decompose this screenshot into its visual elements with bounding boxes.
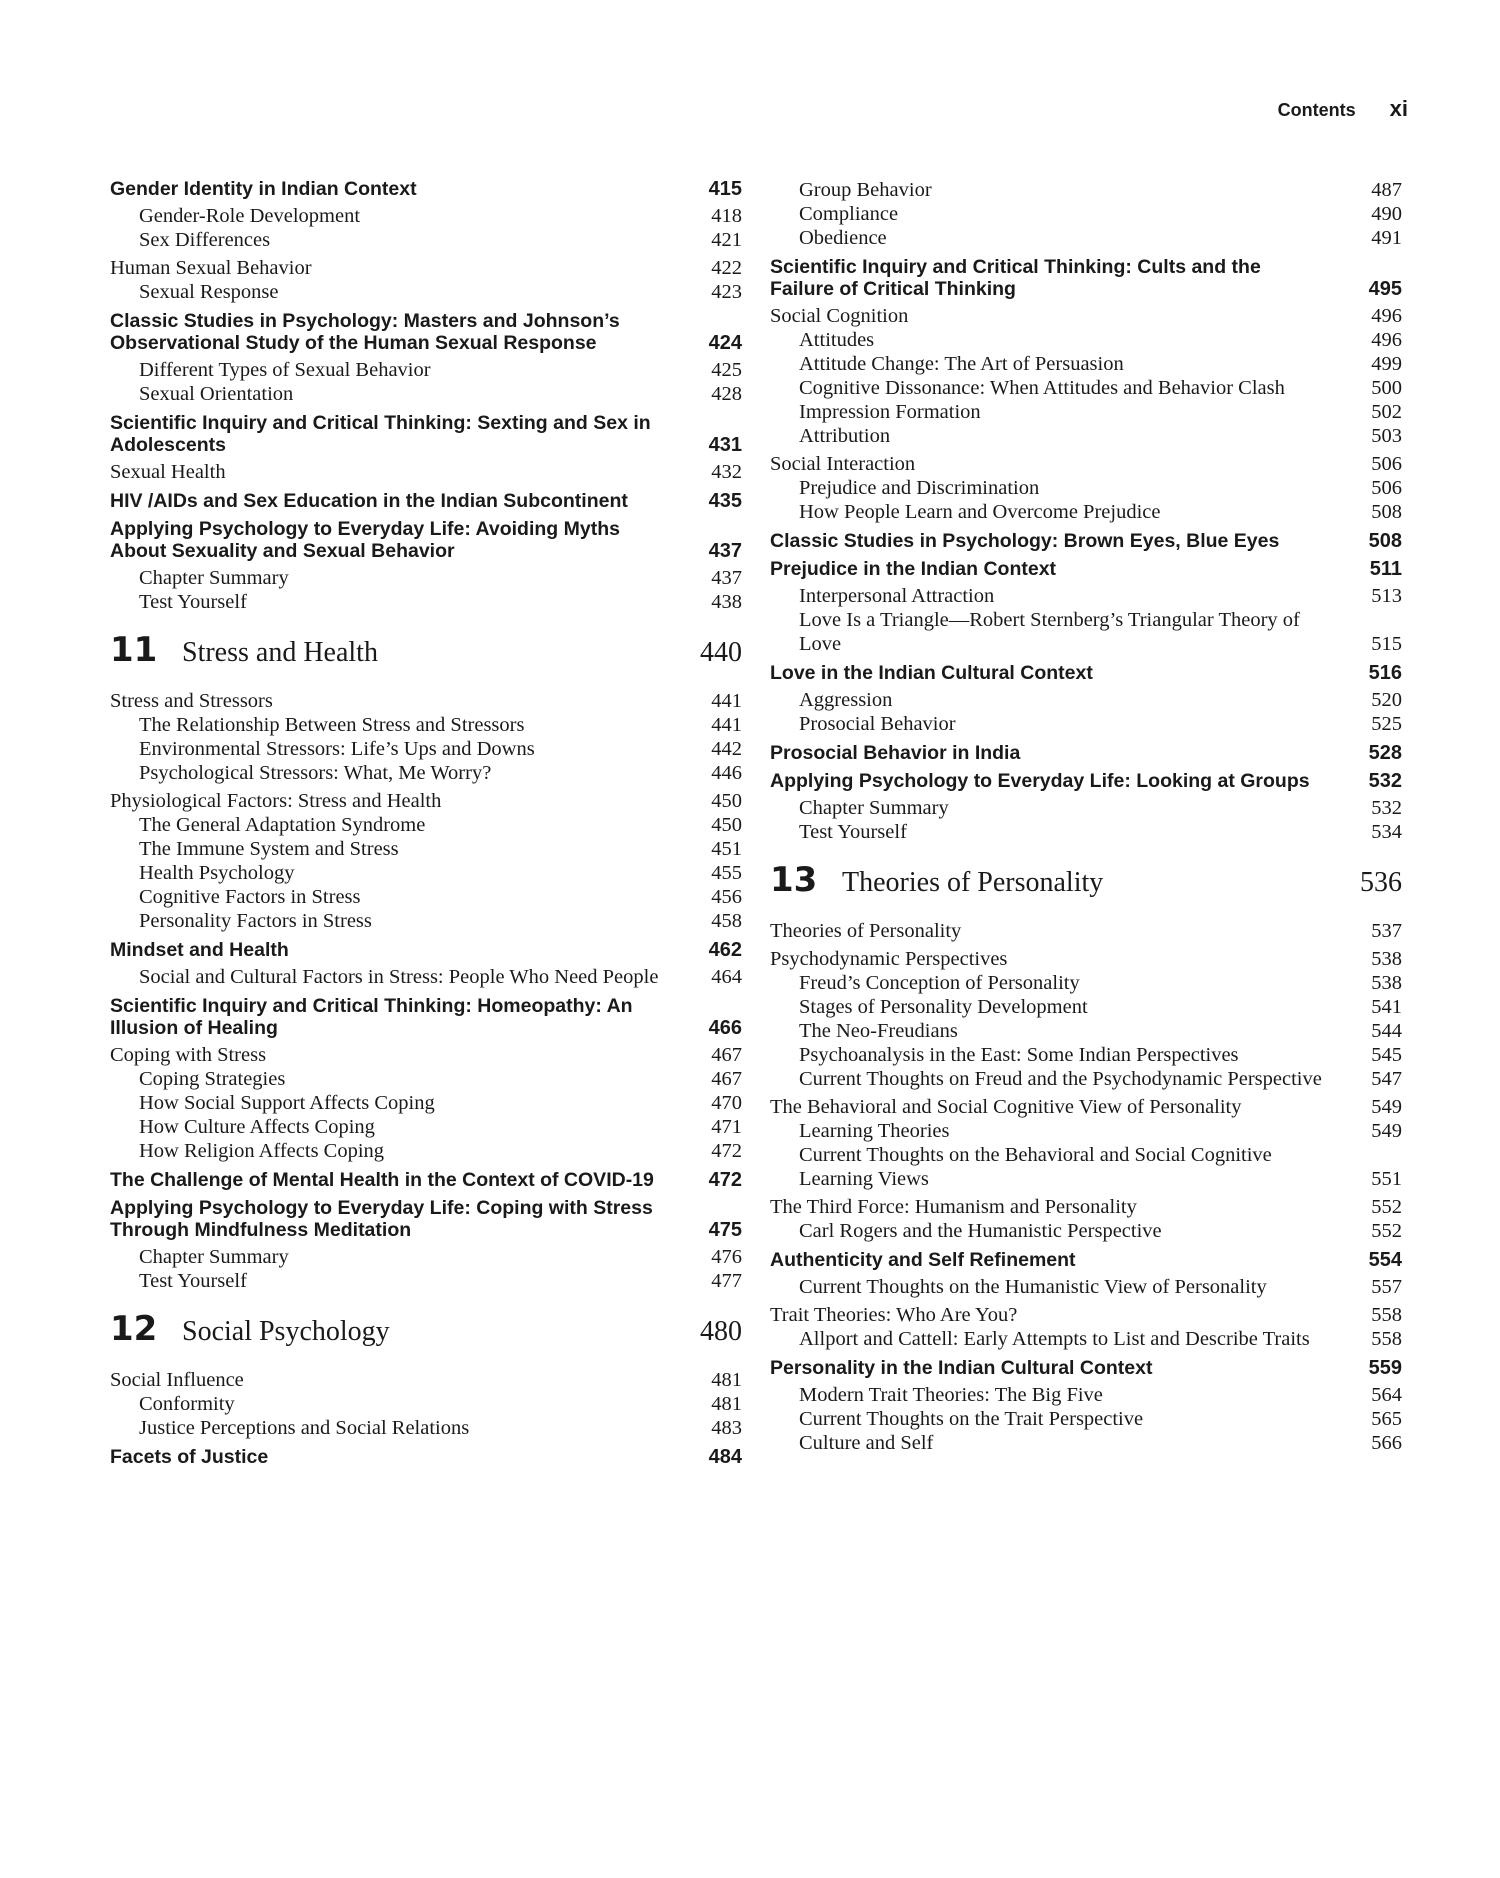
toc-entry-title: Cognitive Dissonance: When Attitudes and Behavior Clash [799,377,1285,399]
toc-entry-title: The Relationship Between Stress and Stressors [139,714,525,736]
toc-entry-sub[interactable] [770,1327,1402,1351]
toc-page-number: 481 [711,1393,742,1415]
toc-chapter-heading[interactable] [770,860,1402,903]
toc-page-number: 475 [708,1219,742,1241]
toc-page-number: 462 [708,939,742,961]
toc-entry-title: Classic Studies in Psychology: Brown Eyes, Blue Eyes [770,530,1280,552]
toc-entry-bold[interactable] [110,1197,742,1241]
toc-entry-sub[interactable] [110,965,742,989]
toc-entry-title: Chapter Summary [799,797,949,819]
toc-page-number: 532 [1371,797,1402,819]
toc-page-number: 476 [711,1246,742,1268]
toc-entry-bold[interactable] [110,310,742,354]
toc-entry-title: The Immune System and Stress [139,838,399,860]
toc-entry-title: Test Yourself [799,821,907,843]
toc-entry-sub[interactable] [110,228,742,252]
toc-page-number: 483 [711,1417,742,1439]
toc-page-number: 537 [1371,920,1402,942]
toc-entry-sub[interactable] [770,971,1402,995]
toc-page-number: 496 [1371,305,1402,327]
toc-page-number: 425 [711,359,742,381]
toc-entry-title: Physiological Factors: Stress and Health [110,790,442,812]
toc-page-number: 554 [1368,1249,1402,1271]
toc-entry-title: HIV /AIDs and Sex Education in the Indian Subcontinent [110,490,628,512]
toc-entry-title: Group Behavior [799,179,932,201]
toc-page-number: 458 [711,910,742,932]
toc-entry-bold[interactable] [770,1249,1402,1271]
toc-entry-title: Psychological Stressors: What, Me Worry? [139,762,492,784]
toc-page-number: 438 [711,591,742,613]
toc-page-number: 480 [700,1316,742,1347]
toc-page-number: 538 [1371,972,1402,994]
toc-page-number: 508 [1371,501,1402,523]
toc-entry-title: Current Thoughts on the Humanistic View of Personality [799,1276,1267,1298]
toc-page-number: 496 [1371,329,1402,351]
toc-entry-sub[interactable] [770,820,1402,844]
toc-page-number: 477 [711,1270,742,1292]
toc-page-number: 549 [1371,1096,1402,1118]
toc-entry-sub[interactable] [770,1407,1402,1431]
toc-page-number: 470 [711,1092,742,1114]
toc-page-number: 424 [708,332,742,354]
toc-entry-title: The Neo-Freudians [799,1020,958,1042]
toc-chapter-heading[interactable] [110,630,742,673]
toc-entry-bold[interactable] [770,558,1402,580]
toc-page-number: 446 [711,762,742,784]
toc-page-number: 481 [711,1369,742,1391]
toc-entry-sub[interactable] [110,566,742,590]
toc-page-number: 532 [1368,770,1402,792]
toc-entry-title: Prejudice in the Indian Context [770,558,1057,580]
toc-entry-sub[interactable] [770,424,1402,448]
toc-chapter-heading[interactable] [110,1309,742,1352]
toc-entry-title: Current Thoughts on the Behavioral and Social Cognitive Learning Views [799,1144,1272,1190]
toc-page-number: 415 [708,178,742,200]
toc-page-number: 544 [1371,1020,1402,1042]
toc-entry-sub[interactable] [110,204,742,228]
toc-entry-main[interactable] [770,947,1402,971]
toc-entry-title: Justice Perceptions and Social Relations [139,1417,470,1439]
toc-entry-sub[interactable] [770,1431,1402,1455]
toc-entry-bold[interactable] [110,1446,742,1468]
toc-page-number: 437 [711,567,742,589]
toc-page-number: 456 [711,886,742,908]
toc-entry-main[interactable] [110,689,742,713]
toc-column-right [770,178,1402,1455]
toc-entry-sub[interactable] [110,1139,742,1163]
toc-page-number: 503 [1371,425,1402,447]
toc-entry-sub[interactable] [770,608,1402,656]
toc-page-number: 455 [711,862,742,884]
toc-page-number: 484 [708,1446,742,1468]
toc-entry-sub[interactable] [770,376,1402,400]
toc-entry-bold[interactable] [110,995,742,1039]
toc-page-number: 441 [711,714,742,736]
toc-entry-bold[interactable] [110,939,742,961]
toc-entry-sub[interactable] [110,861,742,885]
toc-entry-title: Facets of Justice [110,1446,269,1468]
toc-entry-sub[interactable] [110,1067,742,1091]
toc-page-number: 423 [711,281,742,303]
toc-entry-title: Different Types of Sexual Behavior [139,359,431,381]
toc-page-number: 506 [1371,453,1402,475]
toc-entry-sub[interactable] [110,358,742,382]
toc-entry-title: Impression Formation [799,401,981,423]
chapter-heading [110,1309,700,1352]
toc-entry-main[interactable] [770,452,1402,476]
toc-entry-sub[interactable] [110,382,742,406]
toc-entry-main[interactable] [110,1043,742,1067]
toc-entry-sub[interactable] [110,1416,742,1440]
toc-entry-main[interactable] [770,1303,1402,1327]
toc-entry-sub[interactable] [770,796,1402,820]
chapter-title: Social Psychology [182,1316,390,1347]
toc-entry-title: Personality in the Indian Cultural Context [770,1357,1153,1379]
toc-entry-main[interactable] [770,1095,1402,1119]
toc-page-number: 440 [700,637,742,668]
toc-entry-bold[interactable] [770,742,1402,764]
toc-entry-title: Mindset and Health [110,939,289,961]
toc-page-number: 432 [711,461,742,483]
chapter-title: Theories of Personality [842,867,1104,898]
toc-entry-sub[interactable] [770,995,1402,1019]
toc-page-number: 557 [1371,1276,1402,1298]
toc-entry-main[interactable] [110,460,742,484]
toc-entry-title: The Third Force: Humanism and Personality [770,1196,1137,1218]
toc-entry-title: Psychoanalysis in the East: Some Indian Perspectives [799,1044,1239,1066]
toc-page-number: 506 [1371,477,1402,499]
toc-entry-title: Psychodynamic Perspectives [770,948,1008,970]
running-head-title: Contents [1277,100,1356,120]
chapter-number: 11 [110,630,158,670]
toc-entry-title: Environmental Stressors: Life’s Ups and Downs [139,738,535,760]
toc-entry-sub[interactable] [110,280,742,304]
toc-entry-sub[interactable] [110,837,742,861]
toc-page-number: 431 [708,434,742,456]
toc-entry-sub[interactable] [770,202,1402,226]
toc-entry-title: Human Sexual Behavior [110,257,312,279]
toc-entry-title: Applying Psychology to Everyday Life: Coping with Stress Through Mindfulness Meditation [110,1197,653,1241]
toc-page-number: 513 [1371,585,1402,607]
toc-entry-title: Compliance [799,203,899,225]
toc-entry-title: Learning Theories [799,1120,950,1142]
toc-entry-title: Prosocial Behavior in India [770,742,1021,764]
toc-entry-sub[interactable] [770,476,1402,500]
toc-entry-sub[interactable] [770,226,1402,250]
toc-entry-sub[interactable] [770,500,1402,524]
toc-entry-bold[interactable] [110,178,742,200]
toc-entry-title: Attribution [799,425,891,447]
toc-entry-title: The Challenge of Mental Health in the Context of COVID-19 [110,1169,654,1191]
toc-entry-bold[interactable] [110,412,742,456]
toc-entry-title: Culture and Self [799,1432,934,1454]
toc-entry-bold[interactable] [770,1357,1402,1379]
toc-entry-title: Interpersonal Attraction [799,585,995,607]
folio-page-number: xi [1389,96,1408,121]
toc-entry-sub[interactable] [110,813,742,837]
toc-page-number: 545 [1371,1044,1402,1066]
toc-page-number: 515 [1371,633,1402,655]
toc-entry-sub[interactable] [770,400,1402,424]
toc-entry-title: Social Interaction [770,453,916,475]
toc-entry-sub[interactable] [110,1269,742,1293]
toc-entry-sub[interactable] [770,1275,1402,1299]
toc-page-number: 451 [711,838,742,860]
toc-page-number: 467 [711,1068,742,1090]
toc-page-number: 551 [1371,1168,1402,1190]
toc-entry-title: Theories of Personality [770,920,962,942]
toc-entry-title: Sexual Health [110,461,226,483]
toc-page-number: 472 [711,1140,742,1162]
toc-entry-sub[interactable] [770,1383,1402,1407]
toc-entry-sub[interactable] [770,688,1402,712]
toc-entry-bold[interactable] [770,256,1402,300]
toc-page-number: 564 [1371,1384,1402,1406]
toc-page-number: 559 [1368,1357,1402,1379]
toc-entry-title: How Social Support Affects Coping [139,1092,435,1114]
toc-entry-title: Conformity [139,1393,235,1415]
toc-page-number: 450 [711,790,742,812]
toc-entry-title: Carl Rogers and the Humanistic Perspective [799,1220,1162,1242]
toc-entry-title: Applying Psychology to Everyday Life: Avoiding Myths About Sexuality and Sexual Behavior [110,518,620,562]
toc-page-number: 516 [1368,662,1402,684]
toc-entry-main[interactable] [770,304,1402,328]
toc-page-number: 495 [1368,278,1402,300]
toc-page-number: 558 [1371,1328,1402,1350]
toc-entry-title: Scientific Inquiry and Critical Thinking: Homeopathy: An Illusion of Healing [110,995,633,1039]
toc-page-number: 534 [1371,821,1402,843]
toc-entry-sub[interactable] [770,1067,1402,1091]
toc-entry-title: Modern Trait Theories: The Big Five [799,1384,1103,1406]
toc-entry-title: Sex Differences [139,229,271,251]
toc-entry-title: Current Thoughts on the Trait Perspective [799,1408,1144,1430]
toc-entry-sub[interactable] [110,590,742,614]
toc-entry-sub[interactable] [770,1219,1402,1243]
toc-entry-sub[interactable] [110,1245,742,1269]
toc-entry-title: Aggression [799,689,893,711]
toc-entry-title: How Religion Affects Coping [139,1140,385,1162]
toc-page-number: 525 [1371,713,1402,735]
toc-page-number: 508 [1368,530,1402,552]
toc-entry-title: How People Learn and Overcome Prejudice [799,501,1161,523]
toc-entry-title: Social Influence [110,1369,244,1391]
chapter-number: 13 [770,860,818,900]
toc-page-number: 536 [1360,867,1402,898]
toc-entry-bold[interactable] [770,770,1402,792]
toc-entry-sub[interactable] [770,1119,1402,1143]
toc-page-number: 541 [1371,996,1402,1018]
toc-entry-title: Classic Studies in Psychology: Masters and Johnson’s Observational Study of the Human Sexual Response [110,310,620,354]
toc-page-number: 428 [711,383,742,405]
toc-entry-sub[interactable] [770,584,1402,608]
toc-entry-sub[interactable] [770,352,1402,376]
toc-page-number: 466 [708,1017,742,1039]
toc-entry-title: Health Psychology [139,862,295,884]
toc-page-number: 520 [1371,689,1402,711]
toc-page-number: 511 [1369,558,1402,580]
toc-entry-title: Prosocial Behavior [799,713,956,735]
toc-page-number: 450 [711,814,742,836]
toc-entry-title: Authenticity and Self Refinement [770,1249,1076,1271]
toc-page-number: 435 [708,490,742,512]
toc-page-number: 467 [711,1044,742,1066]
toc-entry-main[interactable] [110,1368,742,1392]
toc-entry-title: Social and Cultural Factors in Stress: People Who Need People [139,966,659,988]
toc-page-number: 558 [1371,1304,1402,1326]
toc-page-number: 502 [1371,401,1402,423]
toc-page-number: 552 [1371,1196,1402,1218]
toc-entry-sub[interactable] [110,885,742,909]
chapter-number: 12 [110,1309,158,1349]
toc-entry-title: Love in the Indian Cultural Context [770,662,1093,684]
toc-entry-title: Allport and Cattell: Early Attempts to List and Describe Traits [799,1328,1310,1350]
toc-page-number: 549 [1371,1120,1402,1142]
toc-entry-sub[interactable] [110,909,742,933]
toc-page-number: 490 [1371,203,1402,225]
toc-entry-title: Attitudes [799,329,875,351]
toc-entry-title: The Behavioral and Social Cognitive View of Personality [770,1096,1242,1118]
chapter-heading [770,860,1360,903]
toc-entry-sub[interactable] [770,1143,1402,1191]
running-head [1278,96,1408,122]
toc-column-left [110,178,742,1472]
toc-entry-title: Test Yourself [139,1270,247,1292]
toc-entry-sub[interactable] [110,1115,742,1139]
toc-entry-sub[interactable] [770,1019,1402,1043]
toc-entry-title: Freud’s Conception of Personality [799,972,1080,994]
toc-page-number: 471 [711,1116,742,1138]
toc-page-number: 538 [1371,948,1402,970]
toc-page-number: 442 [711,738,742,760]
toc-entry-bold[interactable] [110,1169,742,1191]
toc-entry-title: Coping with Stress [110,1044,267,1066]
toc-entry-bold[interactable] [770,530,1402,552]
toc-entry-title: Test Yourself [139,591,247,613]
toc-entry-title: Obedience [799,227,887,249]
toc-entry-sub[interactable] [770,712,1402,736]
toc-entry-title: Current Thoughts on Freud and the Psychodynamic Perspective [799,1068,1322,1090]
toc-page-number: 441 [711,690,742,712]
toc-page-number: 565 [1371,1408,1402,1430]
toc-entry-title: Trait Theories: Who Are You? [770,1304,1018,1326]
toc-entry-title: How Culture Affects Coping [139,1116,375,1138]
toc-page-number: 499 [1371,353,1402,375]
toc-entry-title: Stress and Stressors [110,690,273,712]
toc-entry-title: The General Adaptation Syndrome [139,814,426,836]
toc-entry-title: Prejudice and Discrimination [799,477,1040,499]
toc-page-number: 500 [1371,377,1402,399]
toc-page-number: 418 [711,205,742,227]
toc-entry-title: Scientific Inquiry and Critical Thinking: Cults and the Failure of Critical Thinking [770,256,1261,300]
toc-entry-title: Chapter Summary [139,567,289,589]
toc-page-number: 566 [1371,1432,1402,1454]
toc-entry-sub[interactable] [110,713,742,737]
toc-entry-sub[interactable] [110,1392,742,1416]
toc-page-number: 472 [708,1169,742,1191]
toc-entry-main[interactable] [770,1195,1402,1219]
toc-entry-sub[interactable] [770,1043,1402,1067]
toc-page-number: 437 [708,540,742,562]
toc-entry-title: Attitude Change: The Art of Persuasion [799,353,1124,375]
toc-page-number: 491 [1371,227,1402,249]
toc-page-number: 464 [711,966,742,988]
toc-entry-title: Sexual Orientation [139,383,294,405]
toc-entry-main[interactable] [110,256,742,280]
toc-entry-title: Gender Identity in Indian Context [110,178,417,200]
toc-entry-sub[interactable] [110,761,742,785]
toc-entry-bold[interactable] [110,518,742,562]
chapter-title: Stress and Health [182,637,378,668]
toc-entry-title: Cognitive Factors in Stress [139,886,361,908]
toc-entry-sub[interactable] [770,328,1402,352]
toc-page-number: 547 [1371,1068,1402,1090]
toc-entry-title: Sexual Response [139,281,279,303]
toc-entry-main[interactable] [110,789,742,813]
toc-entry-title: Coping Strategies [139,1068,286,1090]
toc-entry-title: Scientific Inquiry and Critical Thinking: Sexting and Sex in Adolescents [110,412,651,456]
toc-entry-bold[interactable] [770,662,1402,684]
toc-entry-title: Applying Psychology to Everyday Life: Looking at Groups [770,770,1310,792]
toc-entry-title: Love Is a Triangle—Robert Sternberg’s Triangular Theory of Love [799,609,1300,655]
toc-entry-title: Chapter Summary [139,1246,289,1268]
toc-entry-bold[interactable] [110,490,742,512]
chapter-heading [110,630,700,673]
toc-entry-sub[interactable] [110,1091,742,1115]
toc-entry-sub[interactable] [770,178,1402,202]
toc-entry-title: Stages of Personality Development [799,996,1088,1018]
toc-entry-main[interactable] [770,919,1402,943]
toc-page-number: 421 [711,229,742,251]
toc-page-number: 487 [1371,179,1402,201]
toc-page-number: 552 [1371,1220,1402,1242]
toc-entry-sub[interactable] [110,737,742,761]
toc-entry-title: Personality Factors in Stress [139,910,372,932]
toc-page-number: 528 [1368,742,1402,764]
toc-page-number: 422 [711,257,742,279]
toc-entry-title: Social Cognition [770,305,909,327]
toc-entry-title: Gender-Role Development [139,205,361,227]
